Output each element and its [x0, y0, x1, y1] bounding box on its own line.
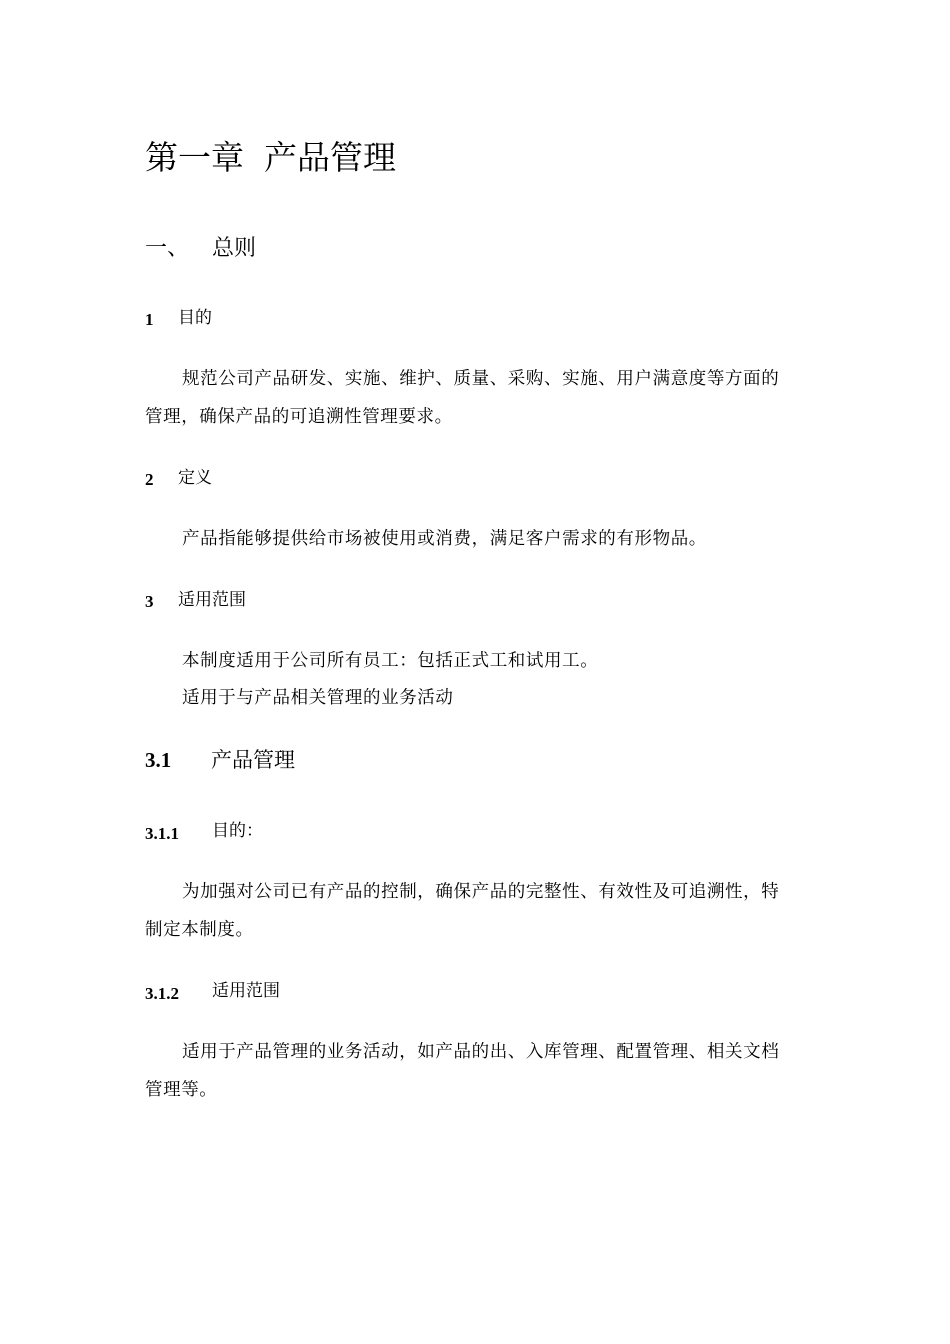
paragraph-line: 适用于产品管理的业务活动，如产品的出、入库管理、配置管理、相关文档 [182, 1042, 780, 1062]
paragraph-line: 产品指能够提供给市场被使用或消费，满足客户需求的有形物品。 [182, 529, 707, 549]
subsection-title: 产品管理 [211, 748, 295, 772]
subsubsection-number: 3.1.1 [145, 824, 179, 843]
subsubsection-number: 3.1.2 [145, 984, 179, 1003]
item-title: 定义 [178, 468, 212, 488]
section-title: 总则 [212, 236, 257, 261]
paragraph-line: 为加强对公司已有产品的控制，确保产品的完整性、有效性及可追溯性，特 [182, 882, 780, 902]
subsection-number: 3.1 [145, 748, 172, 772]
section-number: 一、 [145, 236, 190, 261]
paragraph-line: 适用于与产品相关管理的业务活动 [182, 688, 454, 708]
item-title: 目的 [178, 308, 212, 328]
item-number: 1 [145, 310, 154, 329]
chapter-title [145, 138, 396, 177]
subsubsection-title: 目的： [212, 821, 263, 841]
item-number: 3 [145, 592, 154, 611]
subsubsection-title: 适用范围 [212, 981, 280, 1001]
item-title: 适用范围 [178, 590, 246, 610]
chapter-main-title: 产品管理 [264, 138, 396, 177]
paragraph-line: 管理，确保产品的可追溯性管理要求。 [145, 407, 453, 427]
item-number: 2 [145, 470, 154, 489]
paragraph-line: 规范公司产品研发、实施、维护、质量、采购、实施、用户满意度等方面的 [182, 369, 780, 389]
paragraph-line: 管理等。 [145, 1080, 218, 1100]
chapter-prefix: 第一章 [145, 138, 244, 177]
paragraph-line: 制定本制度。 [145, 920, 254, 940]
paragraph-line: 本制度适用于公司所有员工：包括正式工和试用工。 [182, 651, 599, 671]
